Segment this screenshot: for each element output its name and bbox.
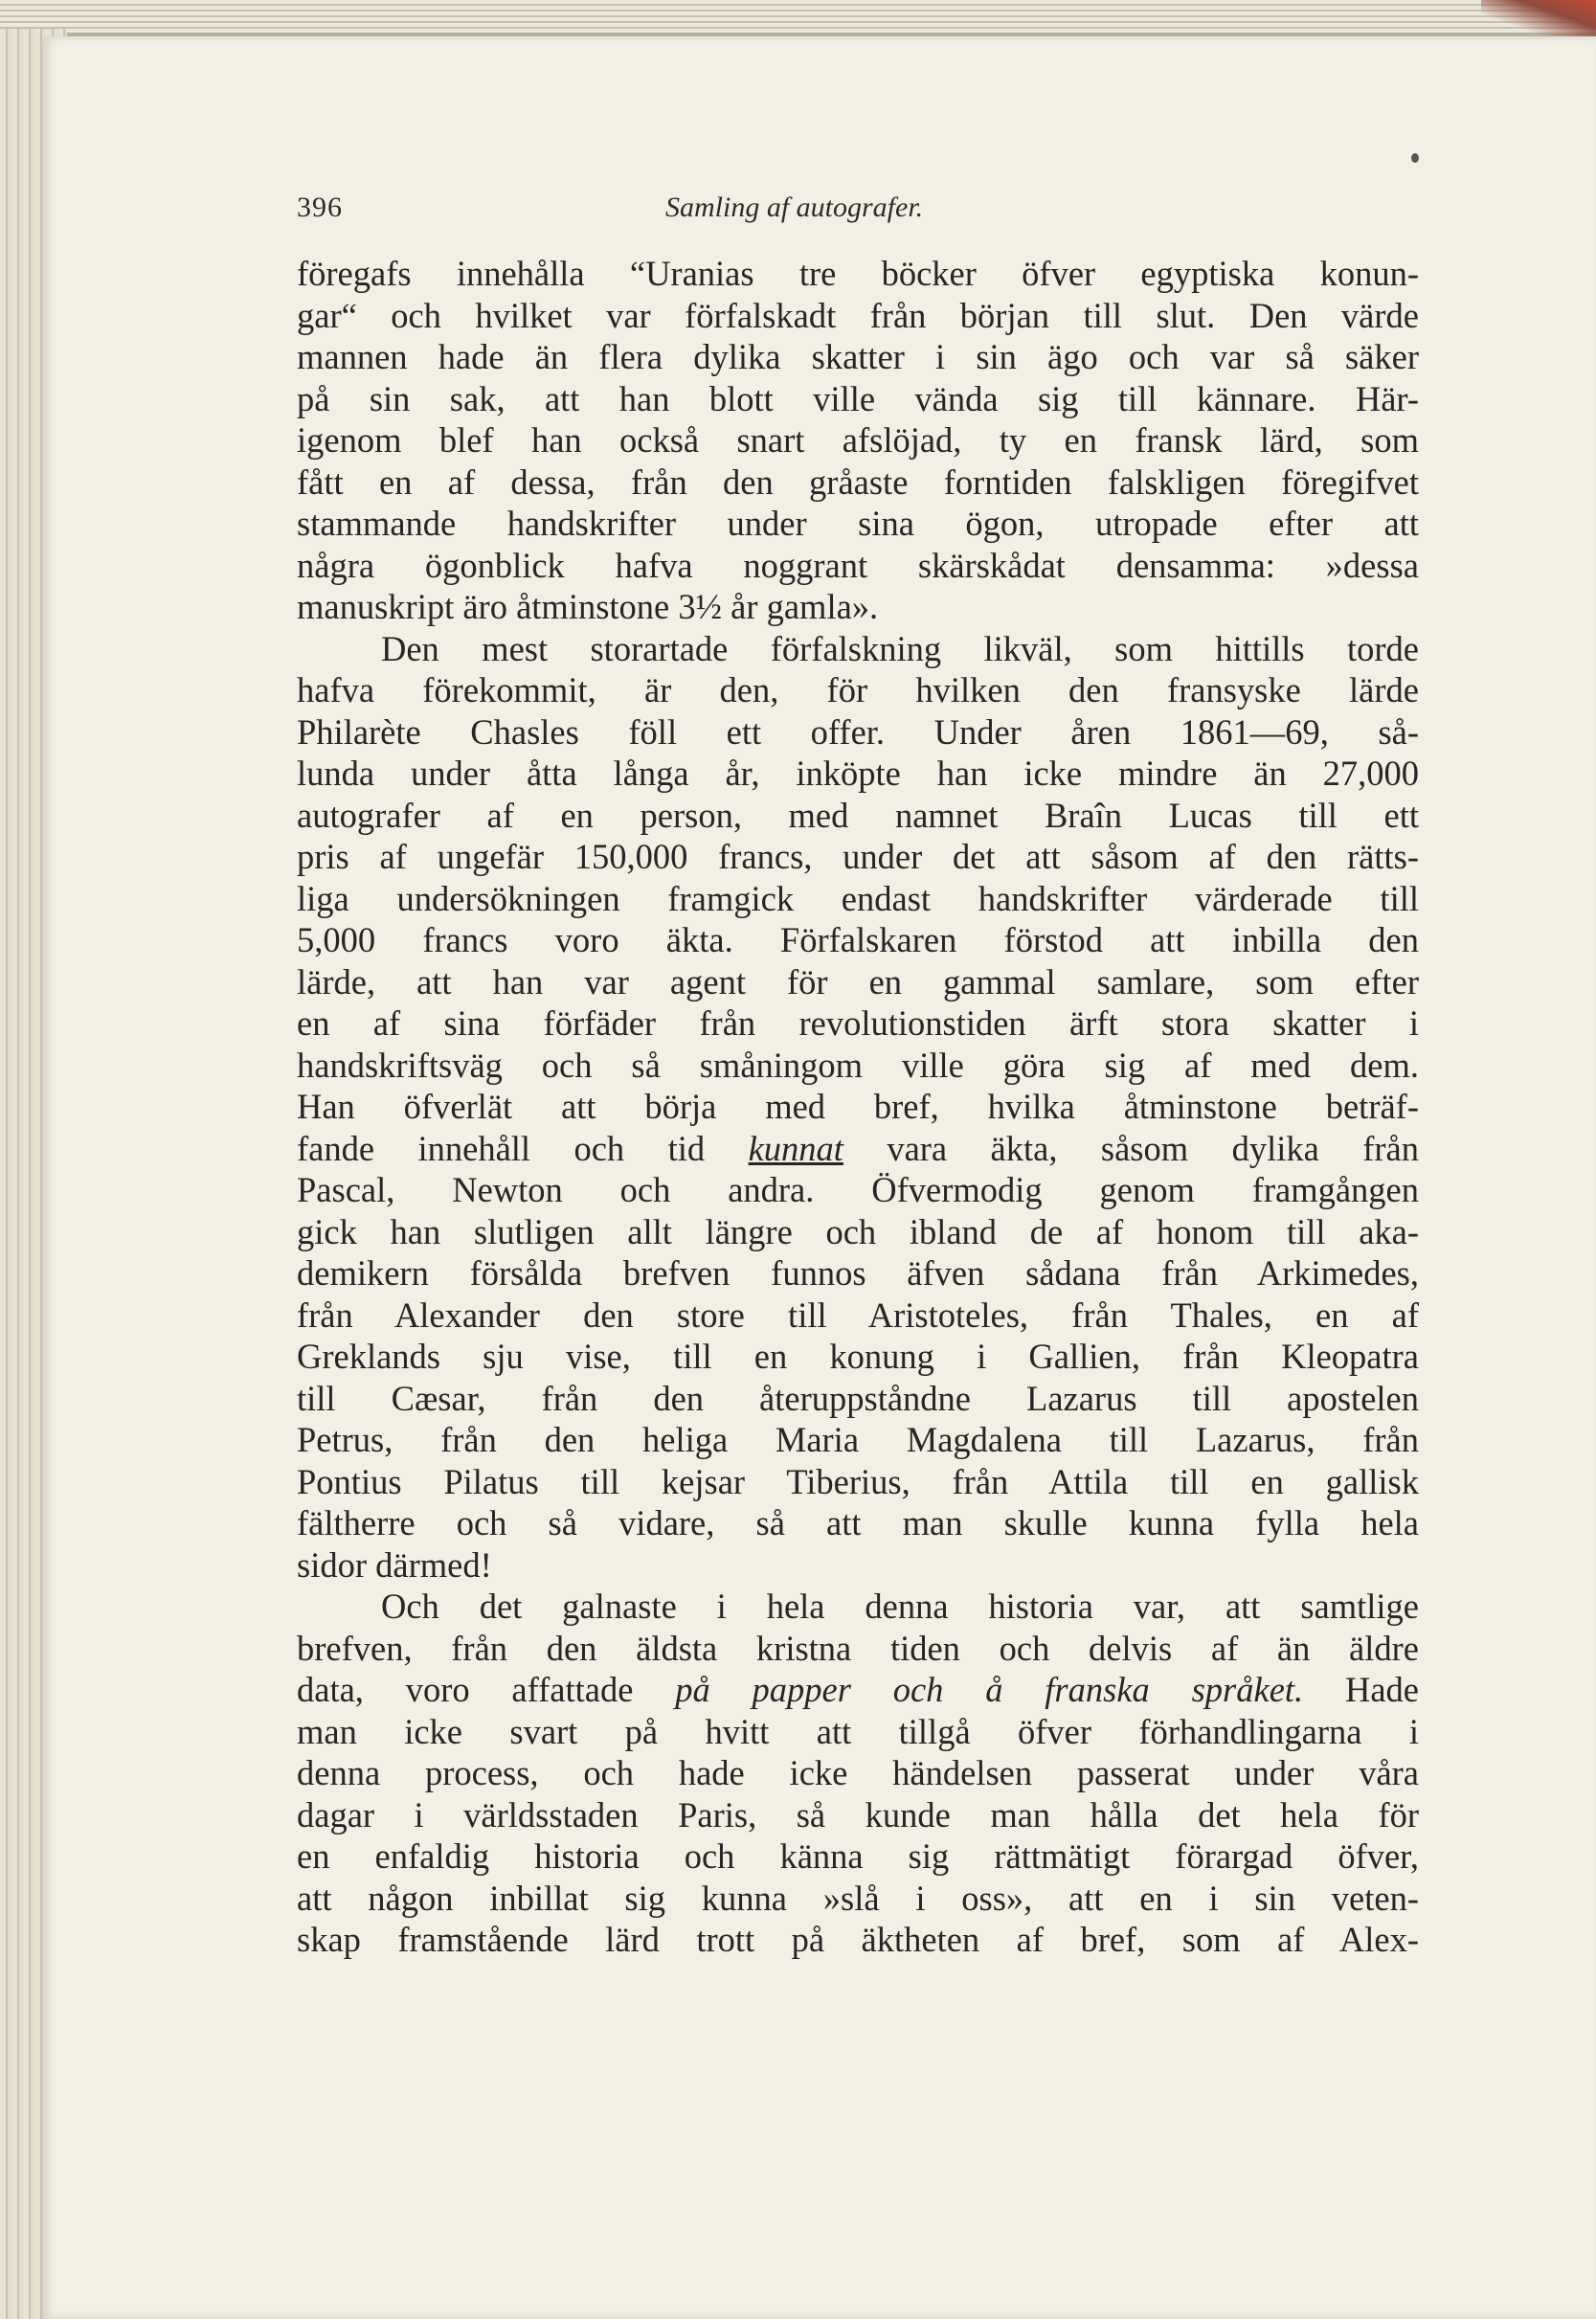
text-line: Petrus, från den heliga Maria Magdalena till Lazarus, från: [297, 1420, 1419, 1459]
text-line: några ögonblick hafva noggrant skärskådat densamma: »dessa: [297, 545, 1419, 585]
text-line: föregafs innehålla “Uranias tre böcker öfver egyptiska konun-: [297, 254, 1419, 293]
text-line: sidor därmed!: [297, 1544, 492, 1585]
page-stack-top-edge: [0, 0, 1596, 33]
ink-speck: [1411, 153, 1419, 163]
text-line: från Alexander den store till Aristoteles, från Thales, en af: [297, 1295, 1419, 1335]
text-line: skap framstående lärd trott på äktheten af bref, som af Alex-: [297, 1920, 1419, 1959]
emphasized-text: kunnat: [748, 1128, 843, 1168]
text-line: lärde, att han var agent för en gammal samlare, som efter: [297, 961, 1419, 1002]
text-line: manuskript äro åtminstone 3½ år gamla».: [297, 587, 879, 626]
text-line: Pascal, Newton och andra. Öfvermodig genom framgången: [297, 1170, 1419, 1209]
text-line: handskriftsväg och så småningom ville göra sig af med dem.: [297, 1045, 1419, 1085]
text-line: igenom blef han också snart afslöjad, ty en fransk lärd, som: [297, 420, 1419, 460]
text-line: på sin sak, att han blott ville vända sig till kännare. Här-: [297, 378, 1419, 418]
running-title: Samling af autografer.: [665, 191, 924, 223]
text-line: gar“ och hvilket var förfalskadt från början till slut. Den värde: [297, 295, 1419, 335]
text-segment: vara äkta, såsom dylika från: [843, 1128, 1419, 1168]
text-line: Philarète Chasles föll ett offer. Under åren 1861—69, så-: [297, 711, 1419, 752]
page-number: 396: [297, 191, 343, 223]
text-line: brefven, från den äldsta kristna tiden och delvis af än äldre: [297, 1628, 1419, 1668]
text-line: [297, 1669, 1419, 1711]
text-line: stammande handskrifter under sina ögon, utropade efter att: [297, 504, 1419, 543]
text-line: till Cæsar, från den återuppståndne Lazarus till apostelen: [297, 1378, 1419, 1418]
text-line: pris af ungefär 150,000 francs, under det att såsom af den rätts-: [297, 837, 1419, 876]
text-line: [297, 1128, 1419, 1170]
text-line: fått en af dessa, från den gråaste forntiden falskligen föregifvet: [297, 462, 1419, 502]
text-line: Pontius Pilatus till kejsar Tiberius, från Attila till en gallisk: [297, 1461, 1419, 1501]
text-line: Den mest storartade förfalskning likväl, som hittills torde: [381, 628, 1419, 668]
text-line: Greklands sju vise, till en konung i Gallien, från Kleopatra: [297, 1337, 1419, 1376]
text-line: en af sina förfäder från revolutionstiden ärft stora skatter i: [297, 1003, 1419, 1043]
text-segment: fande innehåll och tid: [297, 1128, 749, 1168]
text-line: demikern försålda brefven funnos äfven sådana från Arkimedes,: [297, 1253, 1419, 1293]
text-line: Och det galnaste i hela denna historia var, att samtlige: [381, 1587, 1419, 1626]
text-line: 5,000 francs voro äkta. Förfalskaren förstod att inbilla den: [297, 920, 1419, 959]
text-segment: data, voro affattade: [297, 1670, 676, 1709]
text-line: man icke svart på hvitt att tillgå öfver förhandlingarna i: [297, 1711, 1419, 1751]
text-line: Han öfverlät att börja med bref, hvilka åtminstone beträf-: [297, 1087, 1419, 1126]
text-line: liga undersökningen framgick endast handskrifter värderade till: [297, 878, 1419, 918]
text-segment: Hade: [1303, 1670, 1419, 1709]
text-line: dagar i världsstaden Paris, så kunde man hålla det hela för: [297, 1794, 1419, 1835]
text-line: lunda under åtta långa år, inköpte han icke mindre än 27,000: [297, 754, 1419, 793]
text-line: fältherre och så vidare, så att man skulle kunna fylla hela: [297, 1503, 1419, 1542]
page-header: [297, 191, 1082, 230]
text-line: mannen hade än flera dylika skatter i sin ägo och var så säker: [297, 337, 1419, 376]
text-line: gick han slutligen allt längre och ibland de af honom till aka-: [297, 1211, 1419, 1251]
text-line: denna process, och hade icke händelsen passerat under våra: [297, 1753, 1419, 1792]
book-cover-corner: [1481, 0, 1596, 38]
body-text: [297, 253, 1419, 1961]
text-line: autografer af en person, med namnet Braîn Lucas till ett: [297, 795, 1419, 835]
text-line: hafva förekommit, är den, för hvilken den fransyske lärde: [297, 670, 1419, 709]
emphasized-text: på papper och å franska språket.: [675, 1670, 1304, 1709]
text-line: en enfaldig historia och känna sig rättmätigt förargad öfver,: [297, 1836, 1419, 1876]
text-line: att någon inbillat sig kunna »slå i oss», att en i sin veten-: [297, 1878, 1419, 1918]
